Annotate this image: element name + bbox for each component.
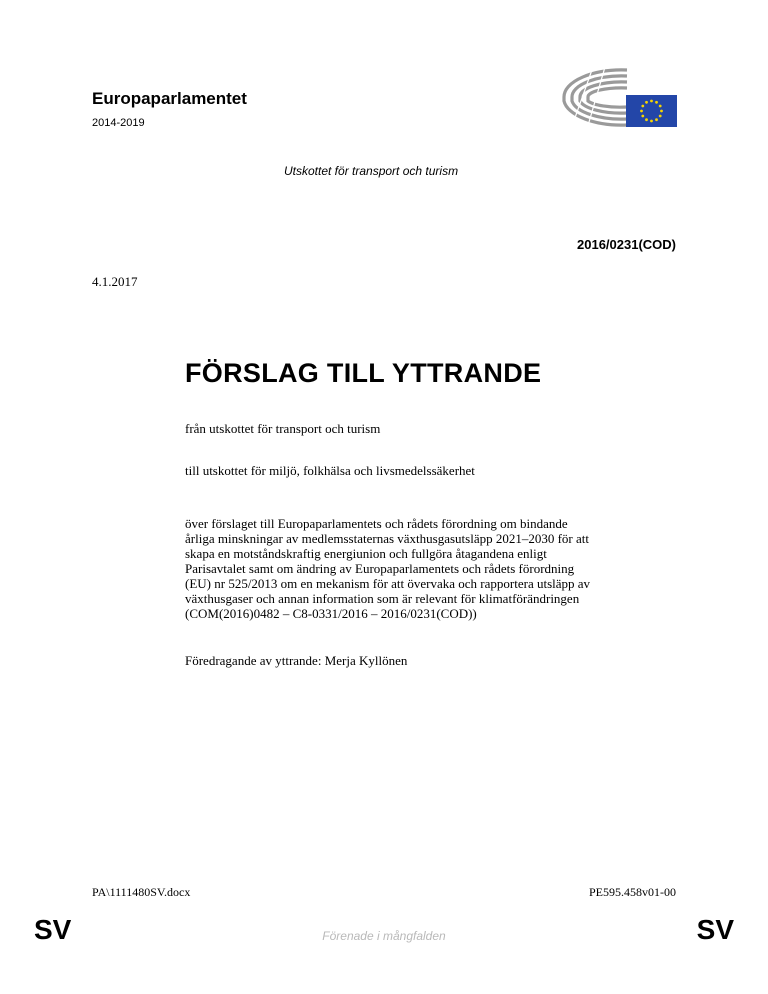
footer-file-reference: PA\1111480SV.docx (92, 885, 191, 899)
subject-line: Parisavtalet samt om ändring av Europaparlamentets och rådets förordning (185, 561, 575, 576)
committee-name: Utskottet för transport och turism (284, 164, 459, 178)
language-code-right: SV (696, 914, 734, 945)
document-title: FÖRSLAG TILL YTTRANDE (185, 358, 542, 388)
language-code-left: SV (34, 914, 72, 945)
footer-pe-reference: PE595.458v01-00 (589, 885, 676, 899)
subject-line: över förslaget till Europaparlamentets och rådets förordning om bindande (185, 516, 568, 531)
subject-paragraph (185, 516, 685, 621)
subject-line: (COM(2016)0482 – C8-0331/2016 – 2016/0231(COD)) (185, 606, 477, 621)
subject-line: (EU) nr 525/2013 om en mekanism för att övervaka och rapportera utsläpp av (185, 576, 591, 591)
from-committee-line: från utskottet för transport och turism (185, 421, 381, 436)
to-committee-line: till utskottet för miljö, folkhälsa och livsmedelssäkerhet (185, 463, 475, 478)
procedure-number: 2016/0231(COD) (577, 237, 676, 252)
eu-motto: Förenade i mångfalden (322, 929, 446, 943)
org-name: Europaparlamentet (92, 89, 247, 108)
parliamentary-term: 2014-2019 (92, 117, 145, 129)
subject-line: växthusgaser och annan information som är relevant för klimatförändringen (185, 591, 580, 606)
document-date: 4.1.2017 (92, 274, 138, 289)
subject-line: skapa en motståndskraftig energiunion och fullgöra åtagandena enligt (185, 546, 547, 561)
rapporteur-line: Föredragande av yttrande: Merja Kyllönen (185, 653, 408, 668)
subject-line: årliga minskningar av medlemsstaternas växthusgasutsläpp 2021–2030 för att (185, 531, 589, 546)
european-parliament-logo-icon (557, 67, 679, 129)
